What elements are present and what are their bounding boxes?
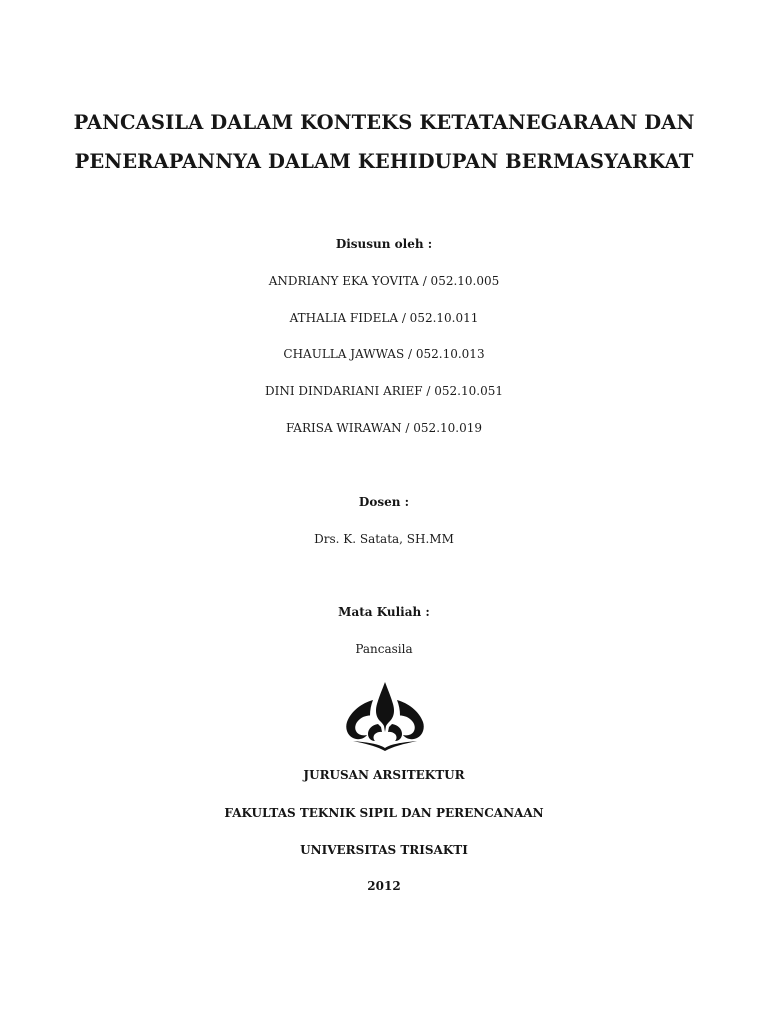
lecturer-label: Dosen : <box>358 495 410 509</box>
author-name: FARISA WIRAWAN / 052.10.019 <box>286 421 482 435</box>
course-label: Mata Kuliah : <box>338 605 430 619</box>
department-name: JURUSAN ARSITEKTUR <box>303 768 465 782</box>
course-name: Pancasila <box>355 642 413 656</box>
university-emblem-icon <box>343 680 427 752</box>
faculty-name: FAKULTAS TEKNIK SIPIL DAN PERENCANAAN <box>224 806 544 820</box>
author-name: DINI DINDARIANI ARIEF / 052.10.051 <box>265 384 503 398</box>
author-name: ATHALIA FIDELA / 052.10.011 <box>289 311 479 325</box>
lecturer-name: Drs. K. Satata, SH.MM <box>314 532 454 546</box>
document-year: 2012 <box>367 879 401 893</box>
document-title-line-2: PENERAPANNYA DALAM KEHIDUPAN BERMASYARKAT <box>74 150 694 173</box>
authors-label: Disusun oleh : <box>335 237 433 251</box>
author-name: ANDRIANY EKA YOVITA / 052.10.005 <box>268 274 500 288</box>
university-name: UNIVERSITAS TRISAKTI <box>300 843 468 857</box>
document-title-line-1: PANCASILA DALAM KONTEKS KETATANEGARAAN DAN <box>73 111 695 134</box>
author-name: CHAULLA JAWWAS / 052.10.013 <box>283 347 485 361</box>
